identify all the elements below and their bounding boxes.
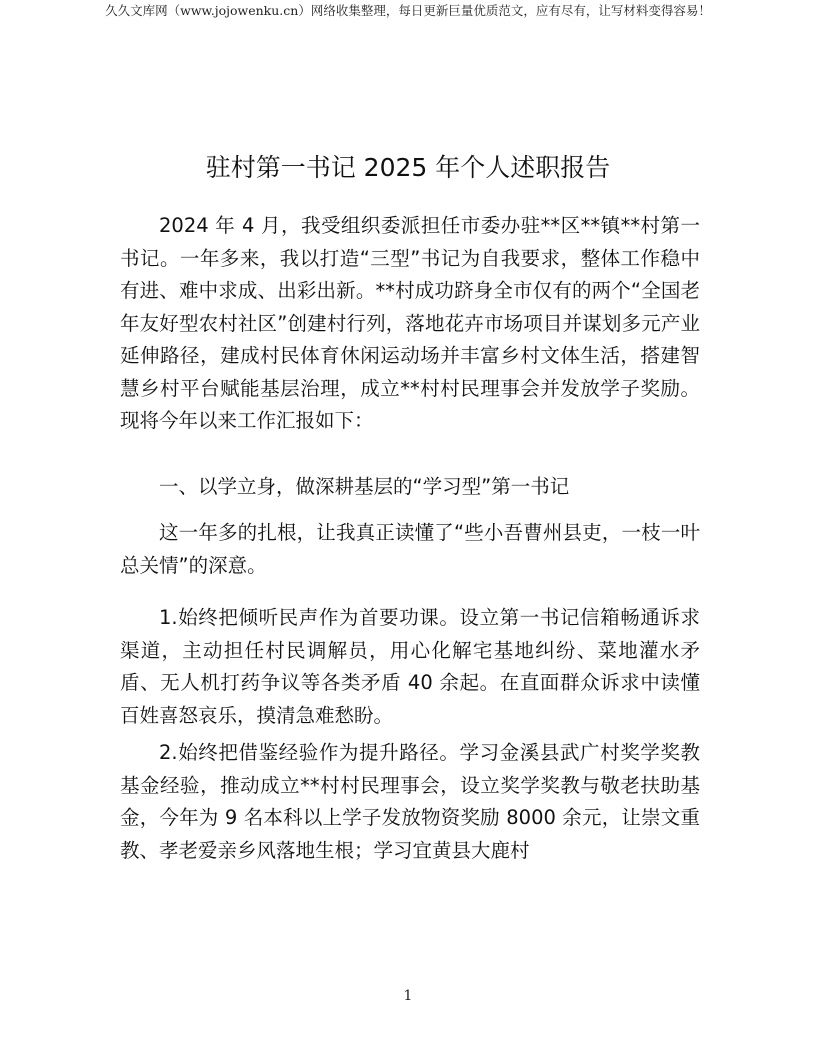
document-title: 驻村第一书记 2025 年个人述职报告 <box>205 153 611 182</box>
section-heading: 一、以学立身，做深耕基层的“学习型”第一书记 <box>159 475 570 498</box>
page-number: 1 <box>403 988 413 1004</box>
intro-paragraph: 2024 年 4 月，我受组织委派担任市委办驻**区**镇**村第一书记。一年多来，我以打造“三型”书记为自我要求，整体工作稳中有进、难中求成、出彩出新。**村成功跻身全市仅有的两个“全国老年友好型农村社区”创建村行列，落地花卉市场项目并谋划多元产业延伸路径，建成村民体育休闲运动场并丰富乡村文体生活，搭建智慧乡村平台赋能基层治理，成立**村村民理事会并发放学子奖励。现将今年以来工作汇报如下： <box>120 214 700 432</box>
body-paragraph: 2.始终把借鉴经验作为提升路径。学习金溪县武广村奖学奖教基金经验，推动成立**村村民理事会，设立奖学奖教与敬老扶助基金，今年为 9 名本科以上学子发放物资奖励 8000 余元，让崇文重教、孝老爱亲乡风落地生根；学习宜黄县大鹿村 <box>120 741 700 862</box>
source-banner: 久久文库网（www.jojowenku.cn）网络收集整理，每日更新巨量优质范文，应有尽有，让写材料变得容易！ <box>105 3 711 18</box>
body-paragraph: 这一年多的扎根，让我真正读懂了“些小吾曹州县吏，一枝一叶总关情”的深意。 <box>120 521 700 577</box>
body-paragraph: 1.始终把倾听民声作为首要功课。设立第一书记信箱畅通诉求渠道，主动担任村民调解员，用心化解宅基地纠纷、菜地灌水矛盾、无人机打药争议等各类矛盾 40 余起。在直面群众诉求中读懂百姓喜怒哀乐，摸清急难愁盼。 <box>120 606 700 727</box>
